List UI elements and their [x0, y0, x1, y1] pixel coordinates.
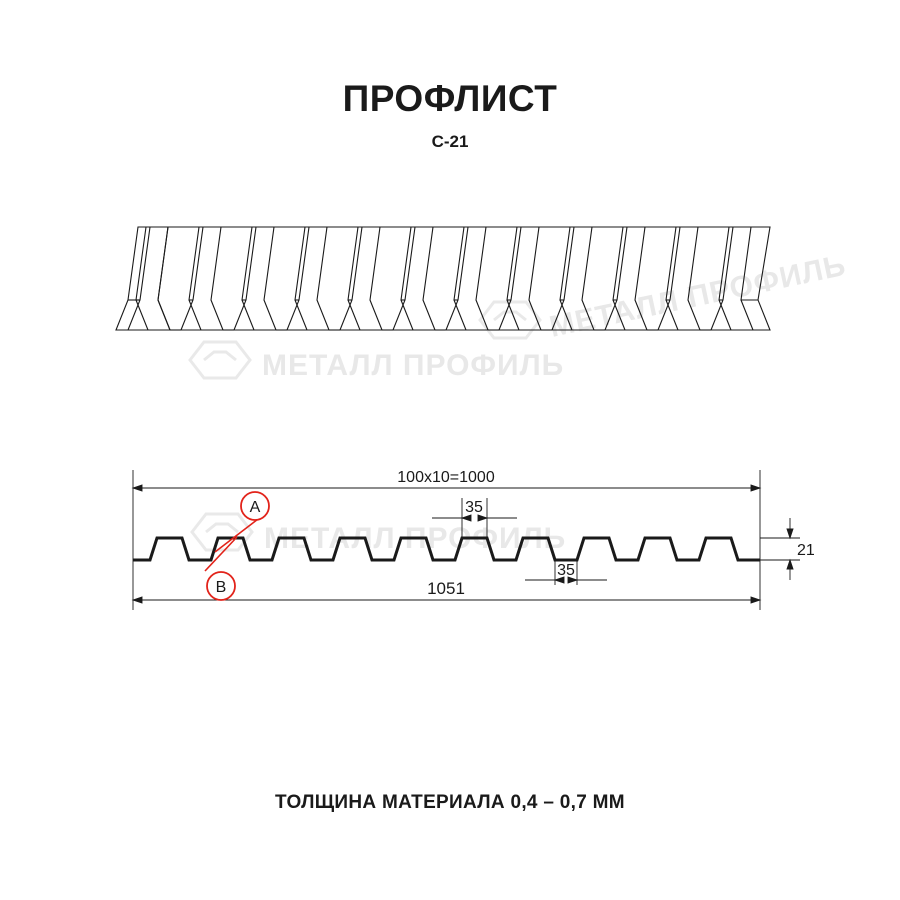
callout-b	[207, 572, 235, 600]
corrugation-unit	[658, 227, 700, 330]
model-label: С-21	[431, 132, 469, 151]
page-title: ПРОФЛИСТ	[342, 78, 558, 119]
corrugation-unit	[711, 227, 753, 330]
watermark-text-3: МЕТАЛЛ ПРОФИЛЬ	[264, 522, 567, 555]
callout-a	[241, 492, 269, 520]
callout-a-label: A	[249, 499, 261, 516]
material-thickness-note: ТОЛЩИНА МАТЕРИАЛА 0,4 – 0,7 ММ	[275, 792, 625, 813]
corrugation-unit	[393, 227, 435, 330]
corrugation-unit	[340, 227, 382, 330]
profile-outline	[133, 538, 760, 560]
corrugation-unit	[499, 227, 541, 330]
dimension-label-height: 21	[797, 542, 815, 559]
cross-section-svg	[0, 440, 900, 660]
cross-section-drawing	[0, 440, 900, 660]
corrugation-unit	[605, 227, 647, 330]
corrugation-unit	[234, 227, 276, 330]
corrugation-unit	[552, 227, 594, 330]
isometric-svg	[0, 190, 900, 390]
corrugation-unit	[181, 227, 223, 330]
dimension-height	[787, 518, 793, 580]
isometric-view	[0, 190, 900, 390]
corrugation-unit	[287, 227, 329, 330]
watermark-text-2: МЕТАЛЛ ПРОФИЛЬ	[546, 248, 850, 344]
dimension-label-working-width: 100х10=1000	[397, 469, 495, 486]
dimension-label-rib-bottom: 35	[557, 562, 575, 579]
corrugation-unit	[128, 227, 170, 330]
dimension-label-rib-top: 35	[465, 499, 483, 516]
watermark-text-1: МЕТАЛЛ ПРОФИЛЬ	[262, 349, 565, 382]
callout-b-label: B	[215, 579, 227, 596]
dimension-label-total-width: 1051	[427, 579, 465, 598]
callout-leaders	[205, 516, 262, 571]
corrugation-unit	[446, 227, 488, 330]
